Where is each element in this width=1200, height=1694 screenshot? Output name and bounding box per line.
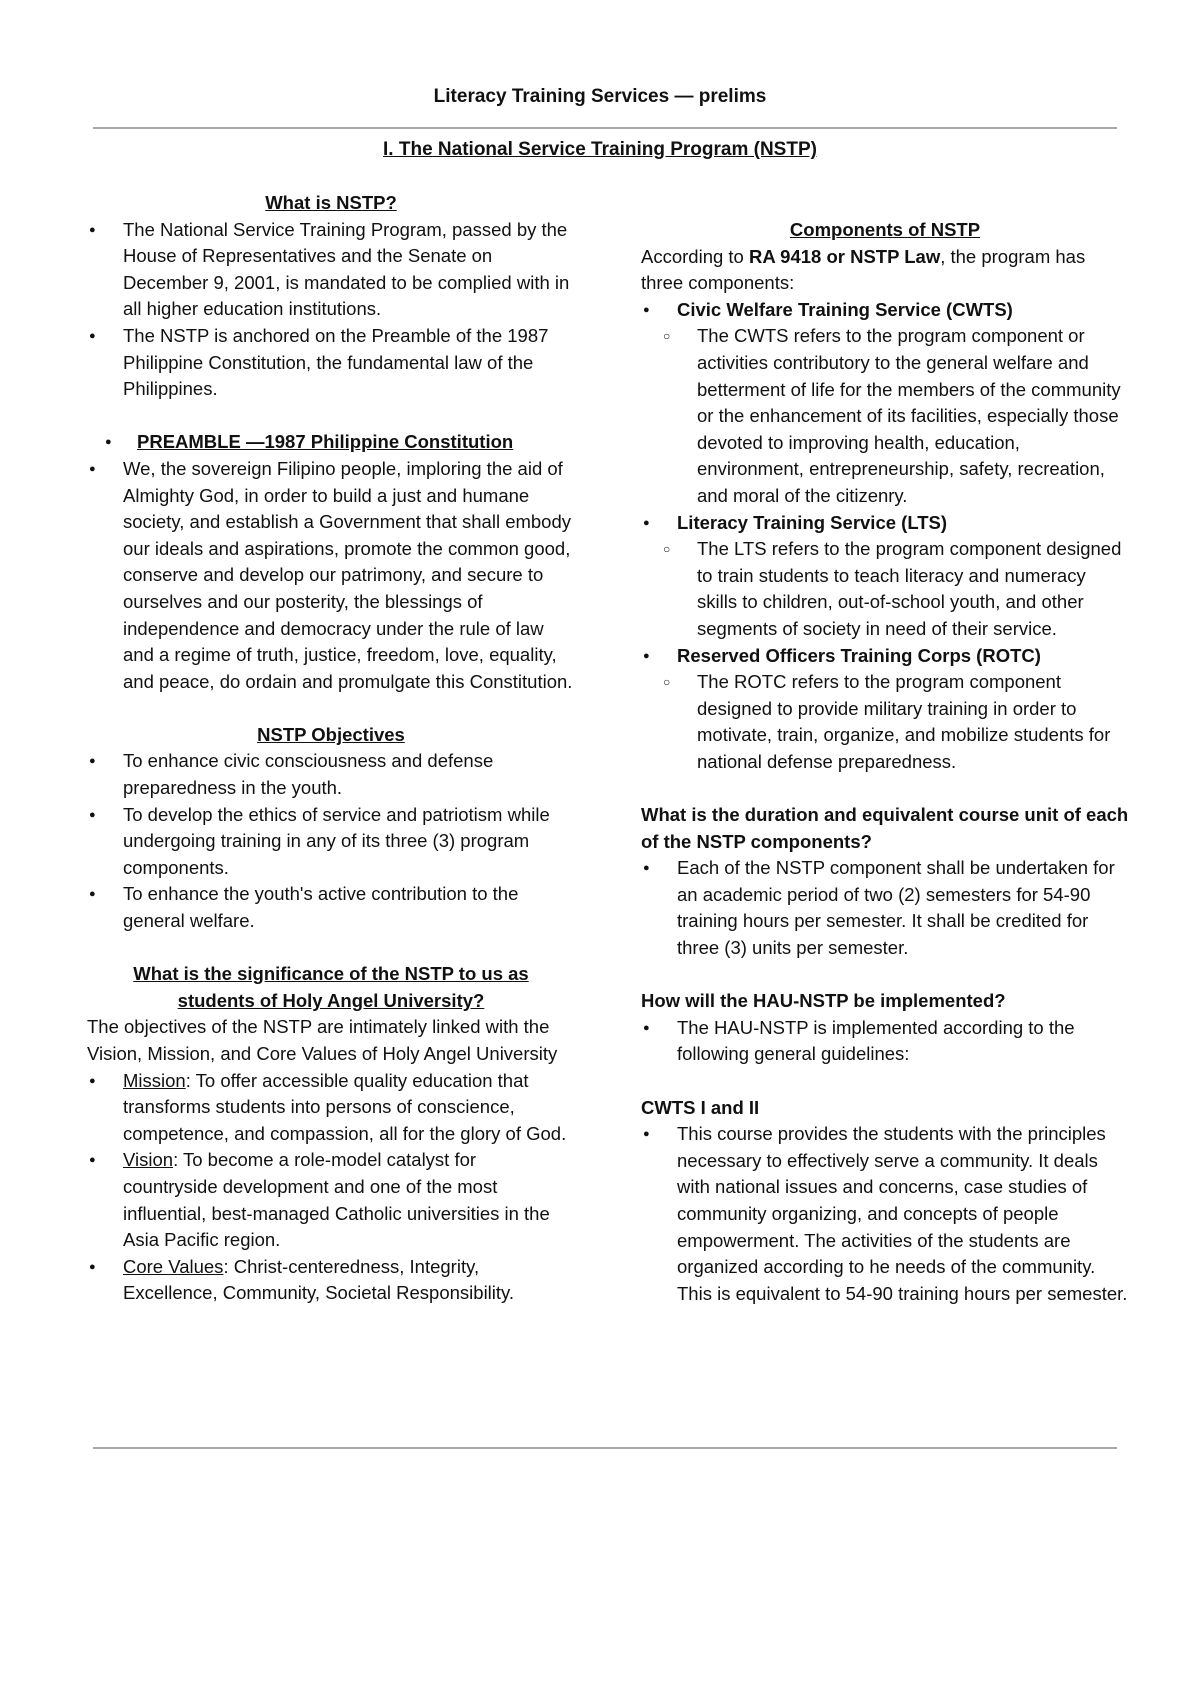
components-list: [641, 297, 1129, 776]
mission-item: [87, 1068, 575, 1148]
document-title: Literacy Training Services — prelims: [433, 86, 767, 107]
component-rotc-name: ● Reserved Officers Training Corps (ROTC): [641, 643, 1129, 670]
list-item: ● To enhance the youth's active contribution to the general welfare.: [87, 881, 575, 934]
component-cwts-name: ● Civic Welfare Training Service (CWTS): [641, 297, 1129, 324]
component-lts-desc: ○ The LTS refers to the program component designed to train students to teach literacy and numeracy skills to children, out-of-school youth, and other segments of society in need of their service.: [641, 536, 1129, 642]
objectives-list: [87, 748, 575, 934]
list-item: ● The HAU-NSTP is implemented according to the following general guidelines:: [641, 1015, 1129, 1068]
components-heading: Components of NSTP: [789, 219, 981, 240]
preamble-heading: ● PREAMBLE —1987 Philippine Constitution: [87, 429, 575, 456]
significance-list: [87, 1068, 575, 1307]
significance-heading-line2: students of Holy Angel University?: [177, 989, 485, 1011]
cwts-list: [641, 1121, 1129, 1307]
duration-list: [641, 855, 1129, 961]
significance-heading-line1: What is the significance of the NSTP to us as: [133, 963, 529, 985]
vision-text: : To become a role-model catalyst for countryside development and one of the most influential, best-managed Catholic universities in the Asia Pacific region.: [123, 1149, 550, 1251]
implementation-heading: How will the HAU-NSTP be implemented?: [641, 990, 1006, 1012]
core-values-item: [87, 1254, 575, 1307]
what-is-nstp-list: [87, 217, 575, 403]
section-title: I. The National Service Training Program (NSTP): [383, 139, 817, 160]
components-intro-post: , the program has three components:: [641, 245, 1086, 294]
what-is-nstp-heading: What is NSTP?: [265, 192, 397, 213]
preamble-text: ● We, the sovereign Filipino people, imploring the aid of Almighty God, in order to build a just and humane society, and establish a Government that shall embody our ideals and aspirations, promote the common good, conserve and develop our patrimony, and secure to ourselves and our posterity, the blessings of independence and democracy under the rule of law and a regime of truth, justice, freedom, love, equality, and peace, do ordain and promulgate this Constitution.: [87, 456, 575, 695]
mission-label: Mission: [123, 1069, 186, 1091]
components-intro-bold: RA 9418 or NSTP Law: [748, 245, 941, 267]
list-item: ● To enhance civic consciousness and defense preparedness in the youth.: [87, 748, 575, 801]
vision-item: [87, 1147, 575, 1253]
cwts-heading: CWTS I and II: [641, 1096, 760, 1118]
components-intro-pre: According to: [641, 245, 749, 267]
significance-intro: The objectives of the NSTP are intimately linked with the Vision, Mission, and Core Values of Holy Angel University: [87, 1016, 558, 1064]
preamble-section: [87, 429, 575, 695]
component-cwts-desc: ○ The CWTS refers to the program component or activities contributory to the general welfare and betterment of life for the members of the community or the enhancement of its facilities, especially those devoted to improving health, education, environment, entrepreneurship, safety, recreation, and moral of the citizenry.: [641, 323, 1129, 509]
mission-text: : To offer accessible quality education that transforms students into persons of conscience, competence, and compassion, all for the glory of God.: [123, 1069, 567, 1144]
list-item: ● Each of the NSTP component shall be undertaken for an academic period of two (2) semesters for 54-90 training hours per semester. It shall be credited for three (3) units per semester.: [641, 855, 1129, 961]
component-lts-name: ● Literacy Training Service (LTS): [641, 510, 1129, 537]
core-values-text: : Christ-centeredness, Integrity, Excellence, Community, Societal Responsibility.: [123, 1255, 515, 1304]
right-column: [641, 217, 1129, 1307]
core-values-label: Core Values: [123, 1255, 224, 1277]
components-intro: [641, 244, 1129, 297]
component-rotc-desc: ○ The ROTC refers to the program component designed to provide military training in order to motivate, train, organize, and mobilize students for national defense preparedness.: [641, 669, 1129, 775]
list-item: ● The NSTP is anchored on the Preamble of the 1987 Philippine Constitution, the fundamental law of the Philippines.: [87, 323, 575, 403]
top-divider: [93, 127, 1117, 129]
bottom-divider: [93, 1447, 1117, 1449]
list-item: ● This course provides the students with the principles necessary to effectively serve a community. It deals with national issues and concerns, case studies of community organizing, and concepts of people empowerment. The activities of the students are organized according to he needs of the community. This is equivalent to 54-90 training hours per semester.: [641, 1121, 1129, 1307]
vision-label: Vision: [123, 1149, 174, 1171]
implementation-list: [641, 1015, 1129, 1068]
duration-heading: What is the duration and equivalent course unit of each of the NSTP components?: [641, 804, 1129, 852]
left-column: [87, 190, 575, 1307]
list-item: ● The National Service Training Program, passed by the House of Representatives and the Senate on December 9, 2001, is mandated to be complied with in all higher education institutions.: [87, 217, 575, 323]
objectives-heading: NSTP Objectives: [257, 723, 405, 745]
list-item: ● To develop the ethics of service and patriotism while undergoing training in any of its three (3) program components.: [87, 802, 575, 882]
